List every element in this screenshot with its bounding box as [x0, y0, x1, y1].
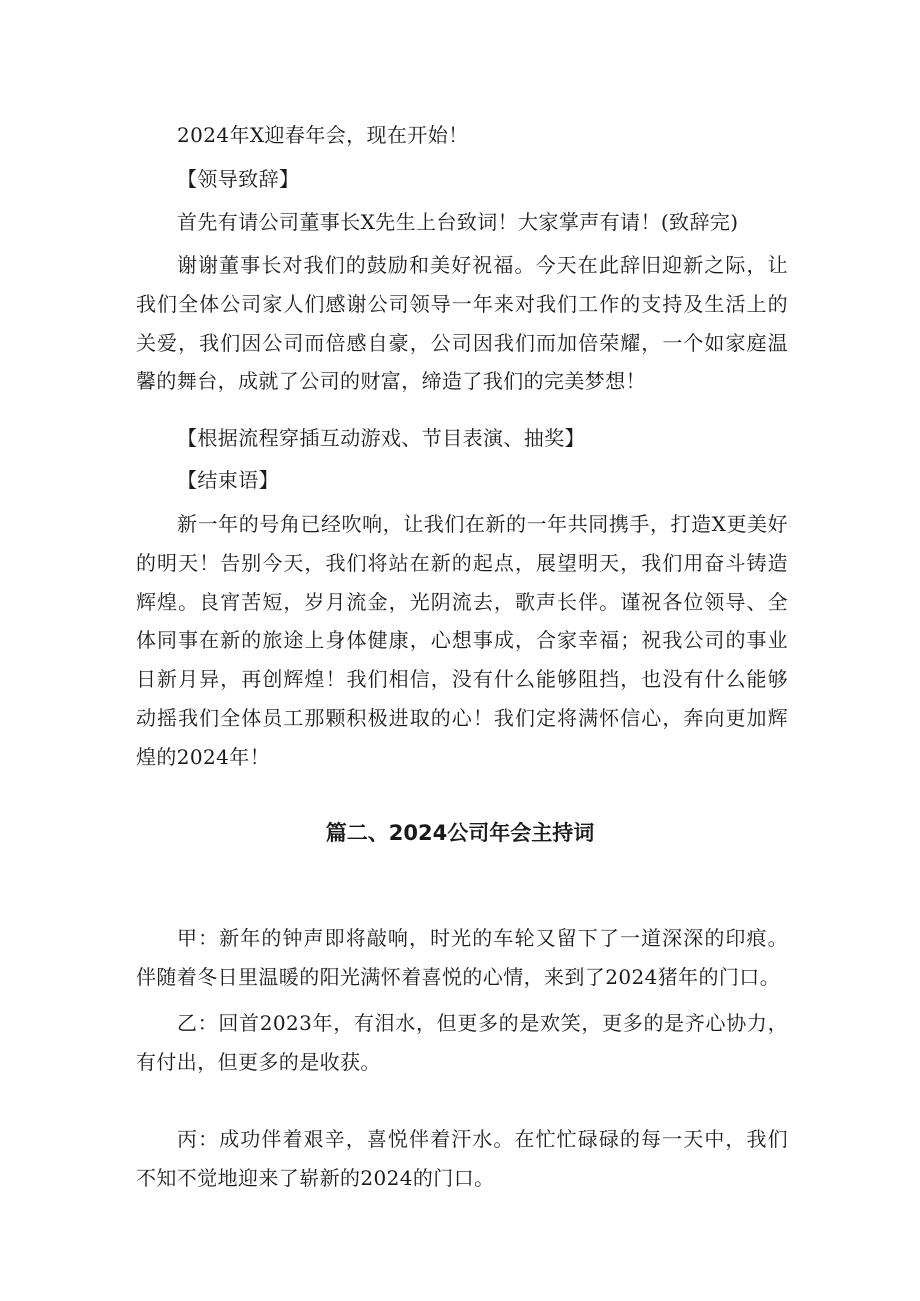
invite-chairman-line: 首先有请公司董事长X先生上台致词！大家掌声有请！(致辞完) [177, 210, 739, 234]
host-b-paragraph: 乙：回首2023年，有泪水，但更多的是欢笑，更多的是齐心协力，有付出，但更多的是收获。 [136, 1011, 788, 1074]
leader-speech-label: 【领导致辞】 [177, 167, 300, 191]
opening-line: 2024年X迎春年会，现在开始！ [177, 123, 469, 147]
host-c-paragraph: 丙：成功伴着艰辛，喜悦伴着汗水。在忙忙碌碌的每一天中，我们不知不觉地迎来了崭新的2024的门口。 [136, 1127, 788, 1190]
host-a-paragraph: 甲：新年的钟声即将敲响，时光的车轮又留下了一道深深的印痕。伴随着冬日里温暖的阳光满怀着喜悦的心情，来到了2024猪年的门口。 [136, 926, 788, 989]
program-label: 【根据流程穿插互动游戏、节目表演、抽奖】 [177, 426, 585, 450]
section-heading: 篇二、2024公司年会主持词 [325, 821, 595, 845]
closing-paragraph: 新一年的号角已经吹响，让我们在新的一年共同携手，打造X更美好的明天！告别今天，我们将站在新的起点，展望明天，我们用奋斗铸造辉煌。良宵苦短，岁月流金，光阴流去，歌声长伴。谨祝各位领导、全体同事在新的旅途上身体健康，心想事成，合家幸福；祝我公司的事业日新月异，再创辉煌！我们相信，没有什么能够阻挡，也没有什么能够动摇我们全体员工那颗积极进取的心！我们定将满怀信心，奔向更加辉煌的2024年！ [136, 512, 788, 769]
thanks-paragraph: 谢谢董事长对我们的鼓励和美好祝福。今天在此辞旧迎新之际，让我们全体公司家人们感谢公司领导一年来对我们工作的支持及生活上的关爱，我们因公司而倍感自豪，公司因我们而加倍荣耀，一个如家庭温馨的舞台，成就了公司的财富，缔造了我们的完美梦想！ [136, 253, 788, 394]
closing-label: 【结束语】 [177, 468, 279, 492]
